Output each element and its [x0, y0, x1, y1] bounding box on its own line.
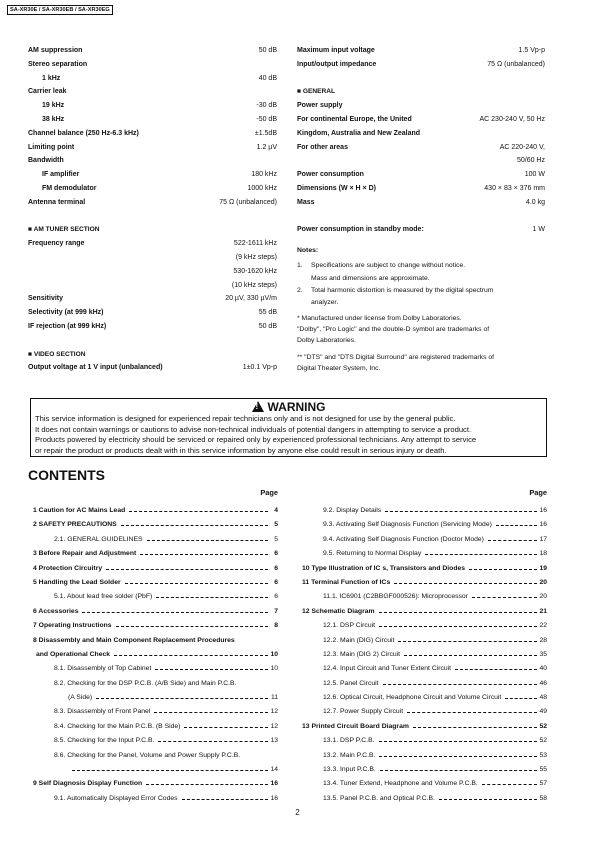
toc-leader [407, 712, 537, 713]
toc-page-number: 10 [270, 665, 278, 673]
toc-leader [472, 597, 537, 598]
spec-label: Carrier leak [28, 88, 67, 96]
spec-value: (10 kHz steps) [231, 281, 277, 289]
spec-label: For other areas [297, 143, 348, 151]
spec-row [28, 44, 277, 58]
toc-entry-title: 8.1. Disassembly of Top Cabinet [54, 662, 153, 676]
toc-leader [488, 540, 537, 541]
video-section-title: ■ VIDEO SECTION [28, 350, 86, 358]
spec-row [28, 306, 277, 320]
toc-entry-title: 8.5. Checking for the Input P.C.B. [54, 734, 156, 748]
standby-power-row [297, 223, 545, 237]
warning-text [31, 414, 546, 456]
toc-entry[interactable] [297, 634, 547, 648]
toc-entry-title: 9.3. Activating Self Diagnosis Function (Servicing Mode) [323, 518, 494, 532]
toc-entry-title: 12.2. Main (DIG) Circuit [323, 634, 396, 648]
spec-label: Antenna terminal [28, 198, 86, 206]
notes-title: Notes: [297, 247, 319, 255]
toc-entry-title: 10 Type Illustration of IC s, Transistors and Diodes [302, 562, 467, 576]
toc-leader [182, 799, 268, 800]
toc-entry-title: (A Side) [68, 691, 94, 705]
spec-value: 55 dB [258, 309, 277, 317]
spec-value: 4.0 kg [525, 198, 545, 206]
trademark-line: "Dolby", "Pro Logic" and the double-D symbol are trademarks of [297, 326, 490, 334]
toc-page-number: 6 [274, 564, 278, 572]
page-column-header: Page [529, 488, 547, 497]
toc-leader [116, 626, 268, 627]
toc-entry[interactable] [28, 691, 278, 705]
toc-page-number: 14 [270, 766, 278, 774]
toc-entry-title: 12.5. Panel Circuit [323, 677, 381, 691]
toc-page-number: 19 [539, 564, 547, 572]
notes-block [297, 245, 545, 374]
toc-leader [158, 741, 268, 742]
toc-entry[interactable] [297, 777, 547, 791]
spec-label: IF rejection (at 999 kHz) [28, 322, 107, 330]
spec-label: Power consumption [297, 171, 364, 179]
toc-page-number: 53 [539, 751, 547, 759]
toc-page-number: 6 [274, 550, 278, 558]
toc-page-number: 16 [270, 780, 278, 788]
toc-page-number: 28 [539, 636, 547, 644]
toc-leader [379, 626, 537, 627]
spec-row [28, 154, 277, 168]
warning-title-text: WARNING [267, 400, 326, 414]
spec-value: 530-1620 kHz [233, 267, 277, 275]
toc-leader [394, 583, 537, 584]
toc-entry-title: 8.6. Checking for the Panel, Volume and Power Supply P.C.B. [54, 749, 242, 763]
spec-value: 1.2 µV [256, 143, 277, 151]
toc-entry-title: 9.2. Display Details [323, 504, 383, 518]
contents-title: CONTENTS [28, 467, 105, 483]
note-number [297, 297, 311, 309]
toc-leader [96, 698, 268, 699]
toc-entry-title: 3 Before Repair and Adjustment [33, 547, 138, 561]
spec-value: ±1.5dB [254, 129, 277, 137]
toc-entry-title: 8.4. Checking for the Main P.C.B. (B Side) [54, 720, 182, 734]
toc-left-column [28, 488, 278, 806]
spec-row [28, 320, 277, 334]
spec-value: 180 kHz [251, 171, 277, 179]
toc-entry-title: 9.5. Returning to Normal Display [323, 547, 423, 561]
toc-entry[interactable] [28, 605, 278, 619]
toc-entry-title: and Operational Check [36, 648, 112, 662]
toc-entry-title: 6 Accessories [33, 605, 80, 619]
spec-label: Dimensions (W × H × D) [297, 184, 376, 192]
toc-leader [82, 612, 268, 613]
toc-leader [439, 799, 537, 800]
toc-leader [496, 525, 537, 526]
toc-page-number: 35 [539, 650, 547, 658]
spec-value: -50 dB [256, 115, 277, 123]
toc-page-number: 49 [539, 708, 547, 716]
toc-entry[interactable] [28, 763, 278, 777]
toc-entry-title: 13.2. Main P.C.B. [323, 749, 377, 763]
toc-page-number: 11 [270, 694, 278, 702]
notes-list [297, 260, 545, 309]
spec-value: 75 Ω (unbalanced) [219, 198, 277, 206]
toc-page-number: 16 [270, 794, 278, 802]
spec-value: 40 dB [258, 74, 277, 82]
toc-entry[interactable] [28, 648, 278, 662]
toc-entry[interactable] [297, 562, 547, 576]
toc-entry[interactable] [28, 677, 278, 691]
toc-page-number: 21 [539, 607, 547, 615]
spec-row [297, 196, 545, 210]
spec-row [297, 99, 545, 113]
spec-label: Power supply [297, 102, 343, 110]
spec-value: -30 dB [256, 102, 277, 110]
toc-entry-title: 5 Handling the Lead Solder [33, 576, 123, 590]
toc-page-number: 20 [539, 593, 547, 601]
am-section-title: ■ AM TUNER SECTION [28, 226, 100, 234]
toc-leader [147, 540, 268, 541]
spec-row [28, 361, 277, 375]
toc-page-number: 58 [539, 794, 547, 802]
toc-page-number: 20 [539, 578, 547, 586]
toc-page-number: 55 [539, 766, 547, 774]
toc-leader [154, 712, 268, 713]
toc-entry-title: 8.2. Checking for the DSP P.C.B. (A/B Side) and Main P.C.B. [54, 677, 238, 691]
spec-value: (9 kHz steps) [235, 253, 277, 261]
toc-leader [413, 727, 537, 728]
toc-entry-title: 12.1. DSP Circuit [323, 619, 377, 633]
toc-leader [379, 612, 537, 613]
note-text: Specifications are subject to change without notice. [311, 262, 466, 270]
warning-box [30, 398, 547, 457]
toc-leader [72, 770, 268, 771]
toc-entry[interactable] [297, 734, 547, 748]
toc-leader [404, 655, 537, 656]
toc-leader [146, 784, 268, 785]
general-specs-list [297, 99, 545, 209]
toc-leader [156, 597, 268, 598]
toc-entry-title: 13.1. DSP P.C.B. [323, 734, 377, 748]
toc-leader [379, 741, 537, 742]
spec-value: 1 W [532, 226, 545, 234]
spec-row [297, 182, 545, 196]
toc-leader [469, 569, 537, 570]
toc-entry-title: 12.3. Main (DIG 2) Circuit [323, 648, 402, 662]
toc-leader [125, 583, 268, 584]
toc-leader [380, 770, 537, 771]
spec-label: Power consumption in standby mode: [297, 226, 424, 234]
toc-entry[interactable] [28, 619, 278, 633]
warning-line: This service information is designed for experienced repair technicians only and is not designed for use by the general public. [35, 414, 456, 423]
toc-entry-title: 8 Disassembly and Main Component Replacement Procedures [33, 634, 237, 648]
toc-entry-title: 1 Caution for AC Mains Lead [33, 504, 127, 518]
toc-leader [155, 669, 268, 670]
spec-row [297, 113, 545, 127]
note-item [297, 273, 545, 285]
spec-value: 522-1611 kHz [233, 240, 277, 248]
note-number: 1. [297, 262, 303, 270]
toc-entry[interactable] [297, 576, 547, 590]
toc-page-number: 13 [270, 737, 278, 745]
toc-entry[interactable] [28, 777, 278, 791]
toc-entry[interactable] [28, 705, 278, 719]
spec-label: Kingdom, Australia and New Zealand [297, 129, 421, 137]
toc-entry[interactable] [297, 705, 547, 719]
toc-entry-title: 13 Printed Circuit Board Diagram [302, 720, 411, 734]
spec-row [297, 141, 545, 155]
toc-entry[interactable] [297, 590, 547, 604]
video-io-specs-list [297, 44, 545, 72]
toc-entry[interactable] [297, 605, 547, 619]
toc-entry[interactable] [297, 720, 547, 734]
toc-entry[interactable] [297, 518, 547, 532]
fm-specs-list [28, 44, 277, 210]
toc-entry-title: 12.7. Power Supply Circuit [323, 705, 405, 719]
spec-row [297, 168, 545, 182]
spec-value: 50 dB [258, 322, 277, 330]
spec-row [28, 182, 277, 196]
toc-leader [482, 784, 537, 785]
warning-line: or repair the product or products dealt with in this service information by anyone else could result in serious injury or death. [35, 445, 447, 455]
spec-value: 100 W [524, 171, 545, 179]
toc-entry-title: 13.3. Input P.C.B. [323, 763, 378, 777]
spec-row [28, 168, 277, 182]
toc-leader [425, 554, 537, 555]
toc-page-number: 16 [539, 521, 547, 529]
toc-page-number: 12 [270, 708, 278, 716]
spec-label: Limiting point [28, 143, 75, 151]
spec-label: Mass [297, 198, 315, 206]
trademark-line: Dolby Laboratories. [297, 337, 356, 345]
trademark-line: Digital Theater System, Inc. [297, 365, 381, 373]
spec-label: 38 kHz [42, 115, 65, 123]
toc-entry[interactable] [28, 734, 278, 748]
toc-entry-title: 9 Self Diagnosis Display Function [33, 777, 144, 791]
toc-page-number: 5 [274, 535, 278, 543]
note-text: analyzer. [311, 298, 339, 306]
spec-row [28, 265, 277, 279]
toc-page-number: 10 [270, 650, 278, 658]
toc-leader [129, 511, 268, 512]
toc-page-number: 40 [539, 665, 547, 673]
general-section-title: ■ GENERAL [297, 88, 336, 96]
toc-entry-title: 2.1. GENERAL GUIDELINES [54, 533, 145, 547]
specs-right-column [297, 44, 545, 374]
toc-entry-title: 7 Operating Instructions [33, 619, 114, 633]
spec-row [28, 196, 277, 210]
toc-entry[interactable] [28, 562, 278, 576]
toc-entry-title: 12 Schematic Diagram [302, 605, 377, 619]
spec-row [28, 127, 277, 141]
spec-row [28, 279, 277, 293]
trademark-line: * Manufactured under license from Dolby Laboratories. [297, 315, 462, 323]
toc-page-number: 52 [539, 737, 547, 745]
toc-entry[interactable] [28, 792, 278, 806]
note-text: Total harmonic distortion is measured by the digital spectrum [311, 286, 494, 294]
toc-leader [505, 698, 537, 699]
note-number [297, 273, 311, 285]
spec-label: Sensitivity [28, 295, 64, 303]
note-number: 2. [297, 286, 303, 294]
toc-entry[interactable] [297, 677, 547, 691]
trademark-notes [297, 313, 545, 374]
spec-value: 75 Ω (unbalanced) [487, 60, 545, 68]
warning-line: Products powered by electricity should be serviced or repaired only by experienced professional technicians. Any attempt to service [35, 435, 477, 445]
toc-page-number: 6 [274, 578, 278, 586]
toc-entry-title: 12.6. Optical Circuit, Headphone Circuit and Volume Circuit [323, 691, 503, 705]
spec-row [28, 85, 277, 99]
spec-value: 430 × 83 × 376 mm [484, 184, 545, 192]
spec-label: FM demodulator [42, 184, 97, 192]
toc-entry-title: 9.1. Automatically Displayed Error Codes [54, 792, 180, 806]
spec-label: 19 kHz [42, 102, 65, 110]
toc-entry[interactable] [297, 691, 547, 705]
toc-entry-title: 2 SAFETY PRECAUTIONS [33, 518, 119, 532]
toc-page-number: 16 [539, 507, 547, 514]
spec-label: Maximum input voltage [297, 47, 375, 54]
toc-page-number: 17 [539, 535, 547, 543]
am-specs-list [28, 237, 277, 334]
toc-leader [385, 511, 537, 512]
toc-page-number: 46 [539, 679, 547, 687]
spec-label: Selectivity (at 999 kHz) [28, 309, 104, 317]
toc-entry-title: 11 Terminal Function of ICs [302, 576, 392, 590]
toc-entry[interactable] [28, 662, 278, 676]
toc-leader [379, 756, 537, 757]
spec-label: Input/output impedance [297, 60, 377, 68]
video-specs-list [28, 361, 277, 375]
toc-entry[interactable] [28, 504, 278, 518]
spec-row [28, 72, 277, 86]
warning-line: It does not contain warnings or cautions to advise non-technical individuals of potential dangers in attempting to service a product. [35, 424, 472, 434]
toc-entry-title: 13.4. Tuner Extend, Headphone and Volume P.C.B. [323, 777, 480, 791]
toc-page-number: 5 [274, 521, 278, 529]
toc-entry-title: 9.4. Activating Self Diagnosis Function (Doctor Mode) [323, 533, 486, 547]
spec-label: Frequency range [28, 240, 85, 248]
warning-triangle-icon [252, 401, 264, 412]
note-item [297, 260, 545, 272]
specs-left-column [28, 44, 277, 375]
spec-label: Stereo separation [28, 60, 88, 68]
toc-entry[interactable] [297, 763, 547, 777]
warning-title [31, 400, 546, 414]
toc-leader [106, 569, 268, 570]
toc-page-number: 7 [274, 607, 278, 615]
toc-entry[interactable] [297, 504, 547, 518]
toc-entry[interactable] [28, 576, 278, 590]
toc-leader [114, 655, 268, 656]
spec-label: For continental Europe, the United [297, 115, 412, 123]
toc-page-number: 4 [274, 507, 278, 514]
toc-entry-title: 11.1. IC6901 (C2BBGF000526): Microprocessor [323, 590, 470, 604]
toc-page-number: 52 [539, 722, 547, 730]
toc-entry-title: 12.4. Input Circuit and Tuner Extent Circuit [323, 662, 453, 676]
spec-row [297, 44, 545, 58]
spec-row [28, 113, 277, 127]
toc-left-list [28, 504, 278, 806]
toc-entry-title: 4 Protection Circuitry [33, 562, 104, 576]
toc-page-number: 22 [539, 622, 547, 630]
toc-entry[interactable] [297, 533, 547, 547]
spec-row [297, 154, 545, 168]
spec-label: Output voltage at 1 V input (unbalanced) [28, 364, 163, 372]
spec-value: 1.5 Vp-p [518, 47, 545, 54]
toc-leader [398, 641, 537, 642]
toc-entry[interactable] [28, 634, 278, 648]
toc-entry[interactable] [28, 547, 278, 561]
model-header: SA-XR30E / SA-XR30EB / SA-XR30EG [7, 5, 113, 15]
toc-entry-title: 13.5. Panel P.C.B. and Optical P.C.B. [323, 792, 437, 806]
spec-row [28, 58, 277, 72]
toc-page-number: 57 [539, 780, 547, 788]
spec-label: Channel balance (250 Hz-6.3 kHz) [28, 129, 139, 137]
spec-row [28, 141, 277, 155]
toc-right-list [297, 504, 547, 806]
page-column-header: Page [260, 488, 278, 497]
spec-row [28, 99, 277, 113]
note-item [297, 285, 545, 297]
spec-label: IF amplifier [42, 171, 80, 179]
spec-row [297, 127, 545, 141]
toc-right-column [297, 488, 547, 806]
toc-entry[interactable] [297, 547, 547, 561]
toc-page-number: 12 [270, 722, 278, 730]
note-text: Mass and dimensions are approximate. [311, 274, 430, 282]
page-number: 2 [295, 808, 300, 817]
toc-entry[interactable] [297, 662, 547, 676]
toc-page-number: 18 [539, 550, 547, 558]
spec-row [28, 251, 277, 265]
spec-label: 1 kHz [42, 74, 61, 82]
toc-entry[interactable] [28, 749, 278, 763]
toc-entry[interactable] [28, 518, 278, 532]
spec-row [297, 58, 545, 72]
spec-value: AC 220-240 V, [499, 143, 545, 151]
spec-row [28, 237, 277, 251]
toc-page-number: 48 [539, 694, 547, 702]
spec-value: 50 dB [258, 47, 277, 54]
toc-page-number: 8 [274, 622, 278, 630]
spec-label: Bandwidth [28, 157, 64, 165]
spec-value: 1±0.1 Vp-p [242, 364, 277, 372]
toc-entry[interactable] [28, 590, 278, 604]
toc-leader [121, 525, 268, 526]
spec-row [28, 292, 277, 306]
toc-entry-title: 5.1. About lead free solder (PbF) [54, 590, 154, 604]
spec-label: AM suppression [28, 47, 83, 54]
spec-value: AC 230-240 V, 50 Hz [479, 115, 545, 123]
toc-leader [383, 684, 537, 685]
toc-entry[interactable] [28, 533, 278, 547]
toc-entry[interactable] [297, 749, 547, 763]
toc-entry[interactable] [28, 720, 278, 734]
spec-value: 50/60 Hz [516, 157, 545, 165]
spec-value: 1000 kHz [247, 184, 277, 192]
trademark-line: ** "DTS" and "DTS Digital Surround" are registered trademarks of [297, 354, 495, 362]
note-item [297, 297, 545, 309]
toc-page-number: 6 [274, 593, 278, 601]
toc-entry[interactable] [297, 619, 547, 633]
toc-entry[interactable] [297, 648, 547, 662]
toc-leader [184, 727, 268, 728]
toc-entry[interactable] [297, 792, 547, 806]
toc-leader [140, 554, 268, 555]
spec-value: 20 µV, 330 µV/m [225, 295, 277, 303]
toc-entry-title: 8.3. Disassembly of Front Panel [54, 705, 152, 719]
toc-leader [455, 669, 537, 670]
